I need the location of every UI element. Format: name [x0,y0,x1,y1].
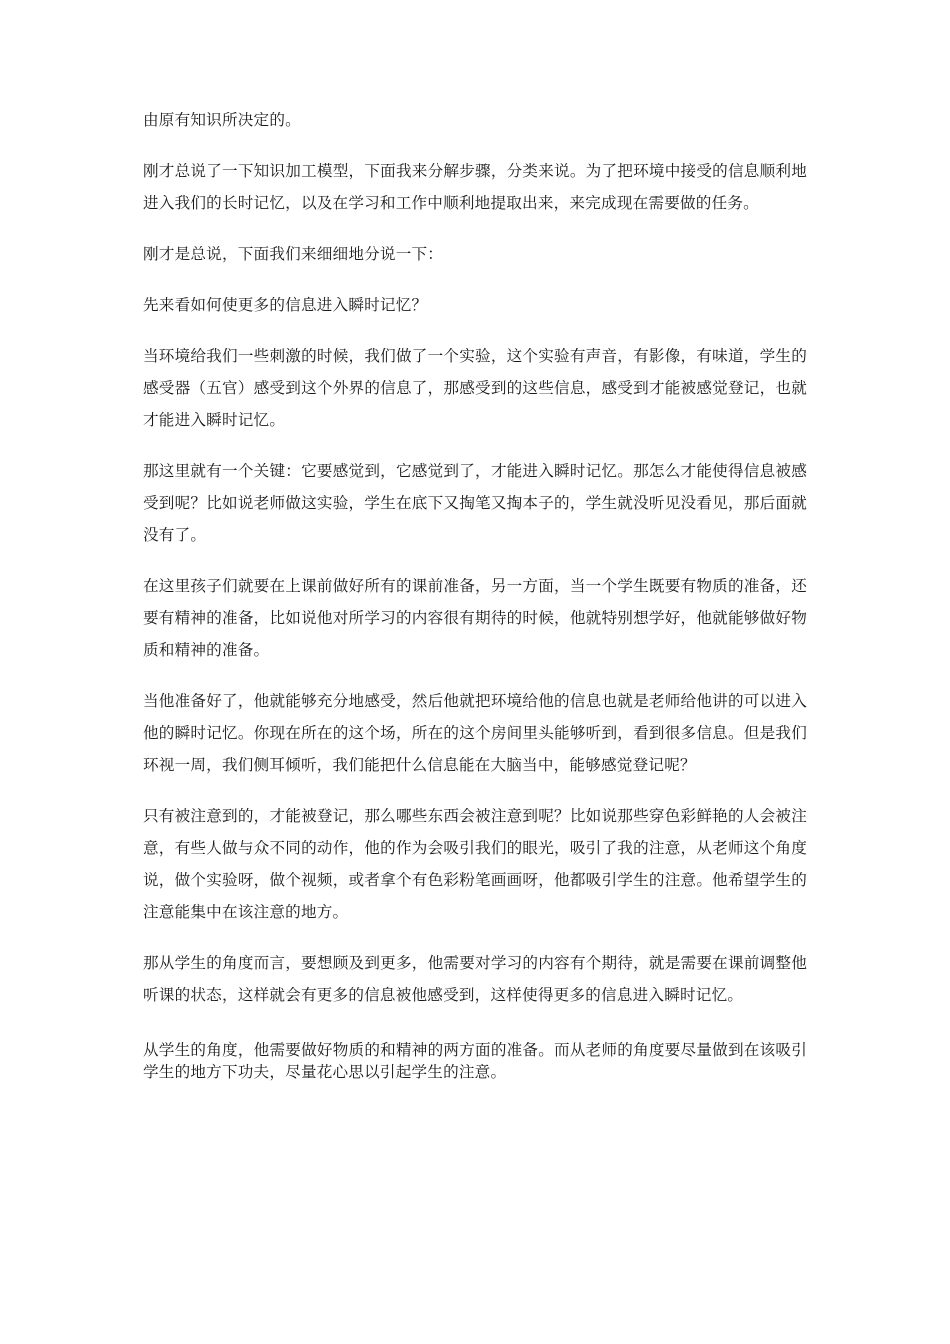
paragraph-7: 在这里孩子们就要在上课前做好所有的课前准备，另一方面，当一个学生既要有物质的准备，还要有精神的准备，比如说他对所学习的内容很有期待的时候，他就特别想学好，他就能够做好物质和精神的准备。 [143,577,807,659]
paragraph-8: 当他准备好了，他就能够充分地感受，然后他就把环境给他的信息也就是老师给他讲的可以进入他的瞬时记忆。你现在所在的这个场，所在的这个房间里头能够听到，看到很多信息。但是我们环视一周，我们侧耳倾听，我们能把什么信息能在大脑当中，能够感觉登记呢？ [143,692,807,774]
paragraph-3: 刚才是总说，下面我们来细细地分说一下： [143,245,444,263]
document-page [143,104,807,1102]
paragraph-2: 刚才总说了一下知识加工模型，下面我来分解步骤，分类来说。为了把环境中接受的信息顺利地进入我们的长时记忆，以及在学习和工作中顺利地提取出来，来完成现在需要做的任务。 [143,162,807,212]
paragraph-10: 那从学生的角度而言，要想顾及到更多，他需要对学习的内容有个期待，就是需要在课前调整他听课的状态，这样就会有更多的信息被他感受到，这样使得更多的信息进入瞬时记忆。 [143,954,807,1004]
paragraph-1: 由原有知识所决定的。 [143,111,301,129]
paragraph-4: 先来看如何使更多的信息进入瞬时记忆？ [143,296,428,314]
paragraph-5: 当环境给我们一些刺激的时候，我们做了一个实验，这个实验有声音，有影像，有味道，学生的感受器（五官）感受到这个外界的信息了，那感受到的这些信息，感受到才能被感觉登记，也就才能进入瞬时记忆。 [143,347,807,429]
paragraph-11: 从学生的角度，他需要做好物质的和精神的两方面的准备。而从老师的角度要尽量做到在该吸引学生的地方下功夫，尽量花心思以引起学生的注意。 [143,1041,807,1081]
paragraph-6: 那这里就有一个关键：它要感觉到，它感觉到了，才能进入瞬时记忆。那怎么才能使得信息被感受到呢？比如说老师做这实验，学生在底下又掏笔又掏本子的，学生就没听见没看见，那后面就没有了。 [143,462,807,544]
paragraph-9: 只有被注意到的，才能被登记，那么哪些东西会被注意到呢？比如说那些穿色彩鲜艳的人会被注意，有些人做与众不同的动作，他的作为会吸引我们的眼光，吸引了我的注意，从老师这个角度说，做个实验呀，做个视频，或者拿个有色彩粉笔画画呀，他都吸引学生的注意。他希望学生的注意能集中在该注意的地方。 [143,807,807,921]
